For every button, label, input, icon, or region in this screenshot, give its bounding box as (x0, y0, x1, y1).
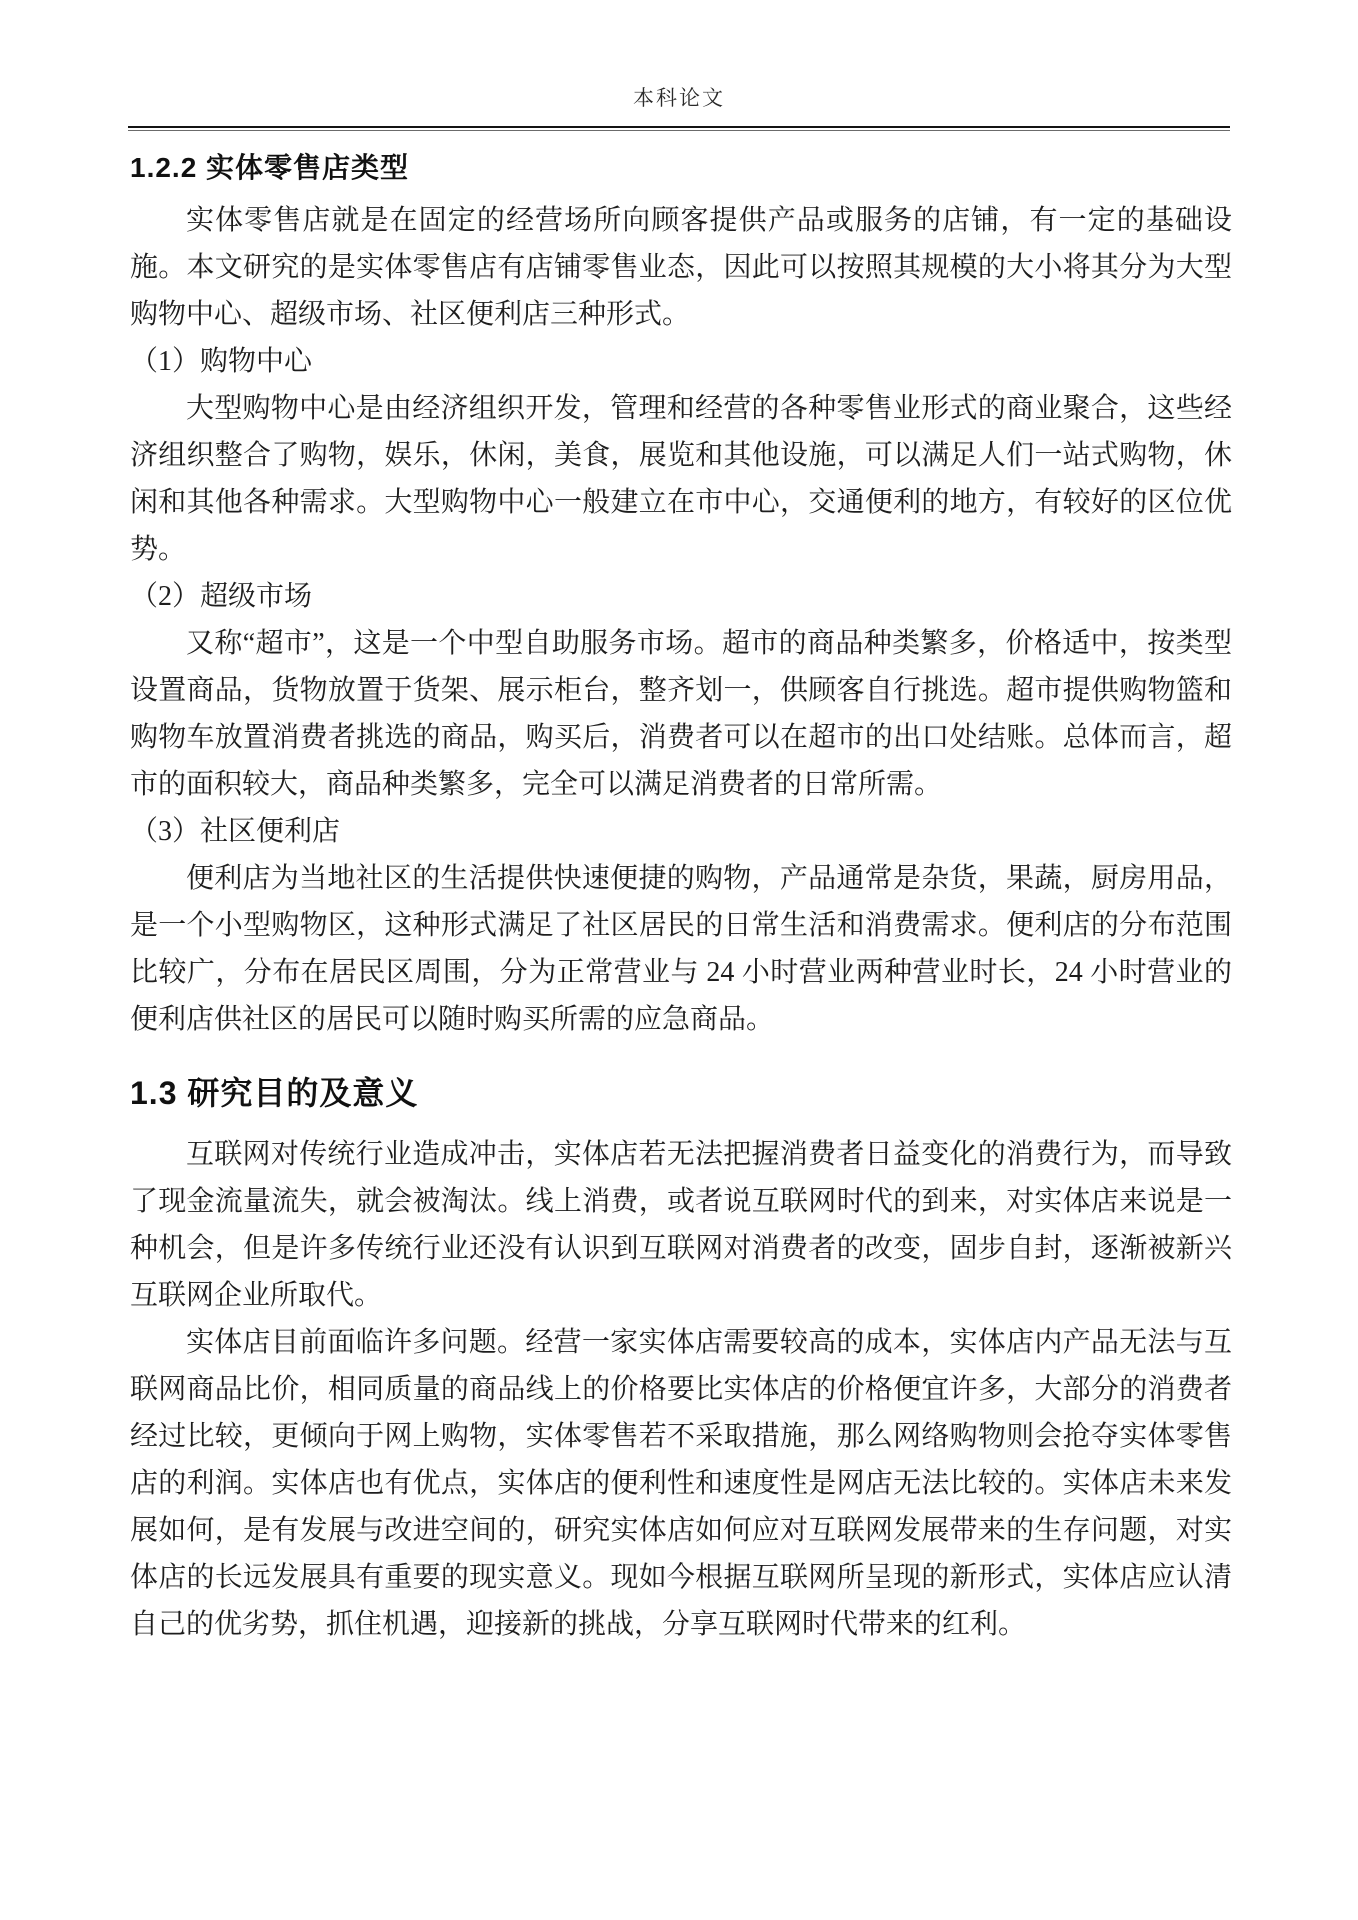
paragraph-purpose-1: 互联网对传统行业造成冲击，实体店若无法把握消费者日益变化的消费行为，而导致了现金流量流失，就会被淘汰。线上消费，或者说互联网时代的到来，对实体店来说是一种机会，但是许多传统行业还没有认识到互联网对消费者的改变，固步自封，逐渐被新兴互联网企业所取代。 (130, 1139, 1232, 1311)
paragraph-retail-intro: 实体零售店就是在固定的经营场所向顾客提供产品或服务的店铺，有一定的基础设施。本文研究的是实体零售店有店铺零售业态，因此可以按照其规模的大小将其分为大型购物中心、超级市场、社区便利店三种形式。 (130, 205, 1232, 330)
paragraph-shopping-mall: 大型购物中心是由经济组织开发，管理和经营的各种零售业形式的商业聚合，这些经济组织整合了购物，娱乐，休闲，美食，展览和其他设施，可以满足人们一站式购物，休闲和其他各种需求。大型购物中心一般建立在市中心，交通便利的地方，有较好的区位优势。 (130, 393, 1232, 565)
header-divider-rule (128, 126, 1230, 131)
running-header: 本科论文 (633, 86, 725, 110)
section-heading-1-2-2: 1.2.2 实体零售店类型 (130, 152, 410, 183)
paragraph-purpose-2: 实体店目前面临许多问题。经营一家实体店需要较高的成本，实体店内产品无法与互联网商品比价，相同质量的商品线上的价格要比实体店的价格便宜许多，大部分的消费者经过比较，更倾向于网上购物，实体零售若不采取措施，那么网络购物则会抢夺实体零售店的利润。实体店也有优点，实体店的便利性和速度性是网店无法比较的。实体店未来发展如何，是有发展与改进空间的，研究实体店如何应对互联网发展带来的生存问题，对实体店的长远发展具有重要的现实意义。现如今根据互联网所呈现的新形式，实体店应认清自己的优劣势，抓住机遇，迎接新的挑战，分享互联网时代带来的红利。 (130, 1327, 1232, 1640)
paragraph-convenience-store: 便利店为当地社区的生活提供快速便捷的购物，产品通常是杂货，果蔬，厨房用品，是一个小型购物区，这种形式满足了社区居民的日常生活和消费需求。便利店的分布范围比较广，分布在居民区周围，分为正常营业与 24 小时营业两种营业时长，24 小时营业的便利店供社区的居民可以随时购买所需的应急商品。 (130, 863, 1232, 1035)
list-item-label-shopping-mall: （1）购物中心 (130, 346, 313, 377)
list-item-label-supermarket: （2）超级市场 (130, 581, 313, 612)
list-item-label-convenience-store: （3）社区便利店 (130, 816, 341, 847)
section-heading-1-3: 1.3 研究目的及意义 (130, 1075, 419, 1111)
document-body (130, 151, 1232, 1648)
paragraph-supermarket: 又称“超市”，这是一个中型自助服务市场。超市的商品种类繁多，价格适中，按类型设置商品，货物放置于货架、展示柜台，整齐划一，供顾客自行挑选。超市提供购物篮和购物车放置消费者挑选的商品，购买后，消费者可以在超市的出口处结账。总体而言，超市的面积较大，商品种类繁多，完全可以满足消费者的日常所需。 (130, 628, 1232, 800)
